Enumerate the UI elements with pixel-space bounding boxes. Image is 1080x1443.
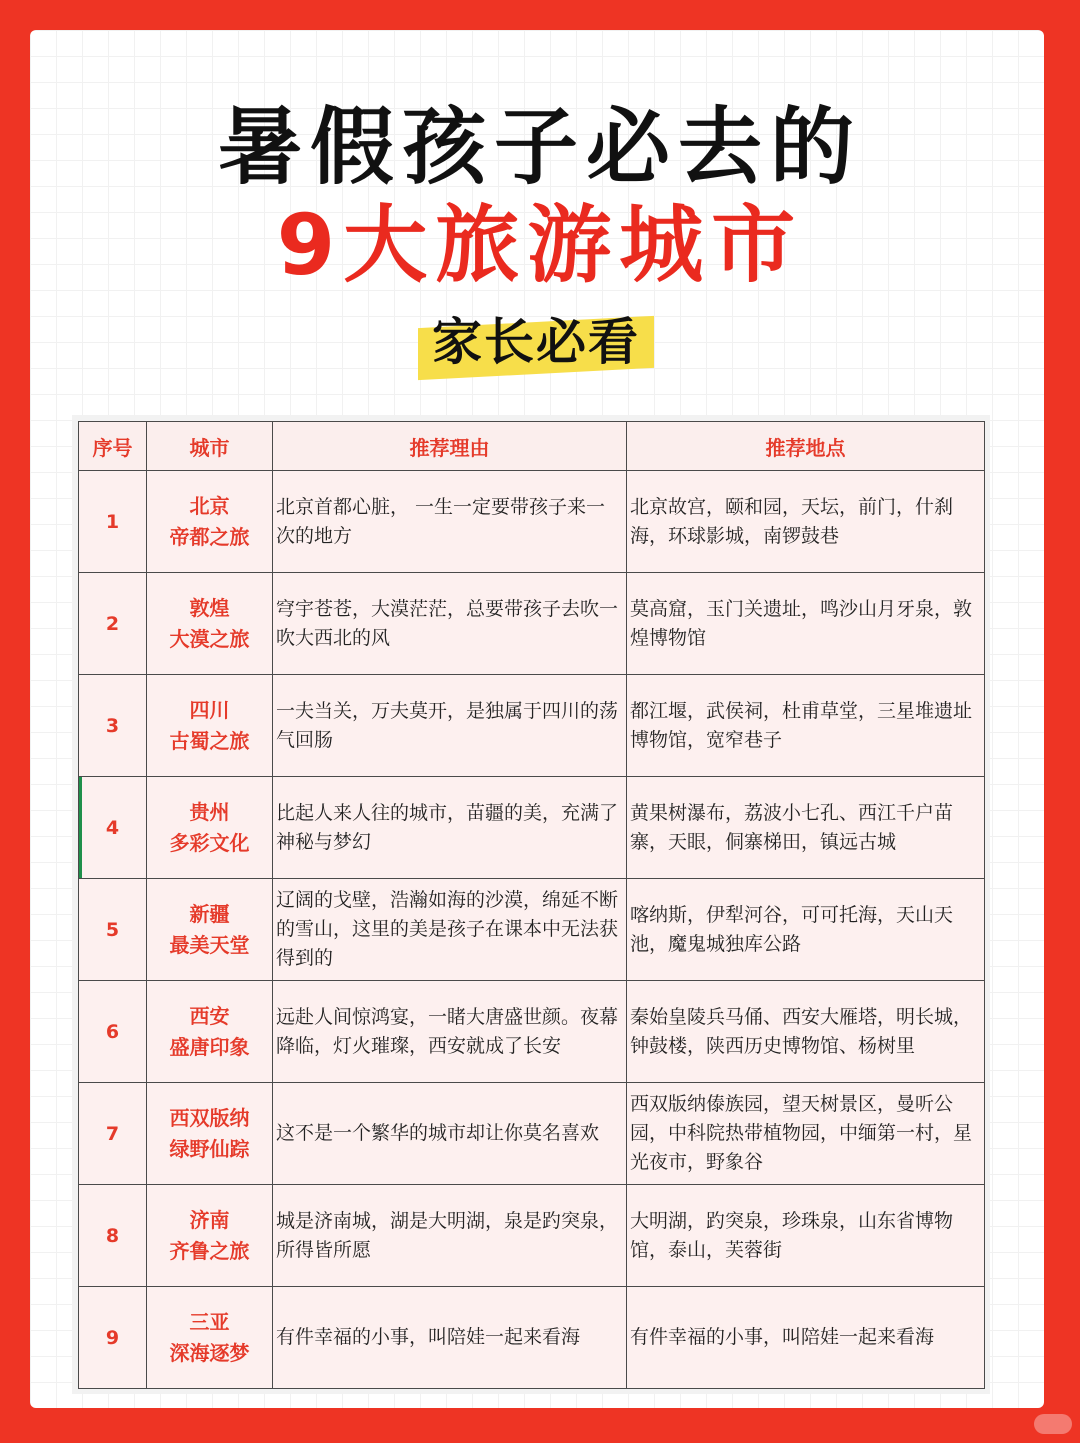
table-row (79, 1185, 985, 1287)
row-number: 9 (79, 1287, 147, 1389)
city-cell (147, 1287, 273, 1389)
reason-cell: 比起人来人往的城市，苗疆的美，充满了神秘与梦幻 (273, 777, 627, 879)
city-name: 西双版纳 (169, 1105, 250, 1130)
reason-cell: 远赴人间惊鸿宴，一睹大唐盛世颜。夜幕降临，灯火璀璨，西安就成了长安 (273, 981, 627, 1083)
places-cell: 有件幸福的小事，叫陪娃一起来看海 (627, 1287, 985, 1389)
city-theme: 古蜀之旅 (169, 728, 250, 753)
row-number: 6 (79, 981, 147, 1083)
city-theme: 盛唐印象 (169, 1034, 250, 1059)
table-row (79, 471, 985, 573)
table-row (79, 1287, 985, 1389)
header-city: 城市 (147, 422, 273, 471)
city-theme: 齐鲁之旅 (169, 1238, 250, 1263)
reason-cell: 有件幸福的小事，叫陪娃一起来看海 (273, 1287, 627, 1389)
title-line-1: 暑假孩子必去的 (217, 98, 862, 196)
reason-cell: 辽阔的戈壁，浩瀚如海的沙漠，绵延不断的雪山，这里的美是孩子在课本中无法获得到的 (273, 879, 627, 981)
city-theme: 帝都之旅 (169, 524, 250, 549)
places-cell: 大明湖，趵突泉，珍珠泉，山东省博物馆，泰山，芙蓉街 (627, 1185, 985, 1287)
table-row (79, 573, 985, 675)
subtitle-badge (418, 300, 654, 376)
places-cell: 都江堰，武侯祠，杜甫草堂，三星堆遗址博物馆，宽窄巷子 (627, 675, 985, 777)
table-row (79, 879, 985, 981)
subtitle: 家长必看 (432, 313, 640, 371)
places-cell: 秦始皇陵兵马俑、西安大雁塔，明长城，钟鼓楼，陕西历史博物馆、杨树里 (627, 981, 985, 1083)
city-name: 敦煌 (189, 595, 230, 620)
reason-cell: 城是济南城，湖是大明湖，泉是趵突泉，所得皆所愿 (273, 1185, 627, 1287)
header-reason: 推荐理由 (273, 422, 627, 471)
table-row (79, 675, 985, 777)
row-number: 2 (79, 573, 147, 675)
places-cell: 喀纳斯，伊犁河谷，可可托海，天山天池，魔鬼城独库公路 (627, 879, 985, 981)
city-cell (147, 777, 273, 879)
reason-cell: 北京首都心脏， 一生一定要带孩子来一次的地方 (273, 471, 627, 573)
city-cell (147, 471, 273, 573)
city-cell (147, 1083, 273, 1185)
places-cell: 北京故宫，颐和园，天坛，前门，什刹海，环球影城，南锣鼓巷 (627, 471, 985, 573)
city-cell (147, 1185, 273, 1287)
table-row (79, 981, 985, 1083)
city-name: 济南 (189, 1207, 230, 1232)
places-cell: 西双版纳傣族园，望天树景区，曼听公园，中科院热带植物园，中缅第一村，星光夜市，野象谷 (627, 1083, 985, 1185)
city-theme: 深海逐梦 (169, 1340, 250, 1365)
row-number: 7 (79, 1083, 147, 1185)
city-theme: 多彩文化 (169, 830, 250, 855)
city-cell (147, 675, 273, 777)
city-cell (147, 573, 273, 675)
places-cell: 黄果树瀑布，荔波小七孔、西江千户苗寨，天眼，侗寨梯田，镇远古城 (627, 777, 985, 879)
header-number: 序号 (79, 422, 147, 471)
reason-cell: 这不是一个繁华的城市却让你莫名喜欢 (273, 1083, 627, 1185)
reason-cell: 一夫当关，万夫莫开，是独属于四川的荡气回肠 (273, 675, 627, 777)
row-number: 4 (79, 777, 147, 879)
city-name: 西安 (189, 1003, 230, 1028)
city-table (78, 421, 985, 1389)
places-cell: 莫高窟，玉门关遗址，鸣沙山月牙泉，敦煌博物馆 (627, 573, 985, 675)
city-cell (147, 879, 273, 981)
city-cell (147, 981, 273, 1083)
city-theme: 绿野仙踪 (169, 1136, 250, 1161)
city-theme: 大漠之旅 (169, 626, 250, 651)
row-number: 1 (79, 471, 147, 573)
table-header-row (79, 422, 985, 471)
table-row (79, 1083, 985, 1185)
city-name: 北京 (189, 493, 230, 518)
watermark-logo (1034, 1414, 1072, 1434)
row-number: 3 (79, 675, 147, 777)
table-row (79, 777, 985, 879)
spreadsheet (72, 415, 990, 1394)
reason-cell: 穹宇苍苍，大漠茫茫，总要带孩子去吹一吹大西北的风 (273, 573, 627, 675)
city-name: 贵州 (189, 799, 230, 824)
city-name: 四川 (189, 697, 230, 722)
row-number: 5 (79, 879, 147, 981)
title-line-2: 9大旅游城市 (276, 196, 804, 294)
city-name: 三亚 (189, 1309, 230, 1334)
row-number: 8 (79, 1185, 147, 1287)
header-places: 推荐地点 (627, 422, 985, 471)
city-name: 新疆 (189, 901, 230, 926)
city-theme: 最美天堂 (169, 932, 250, 957)
